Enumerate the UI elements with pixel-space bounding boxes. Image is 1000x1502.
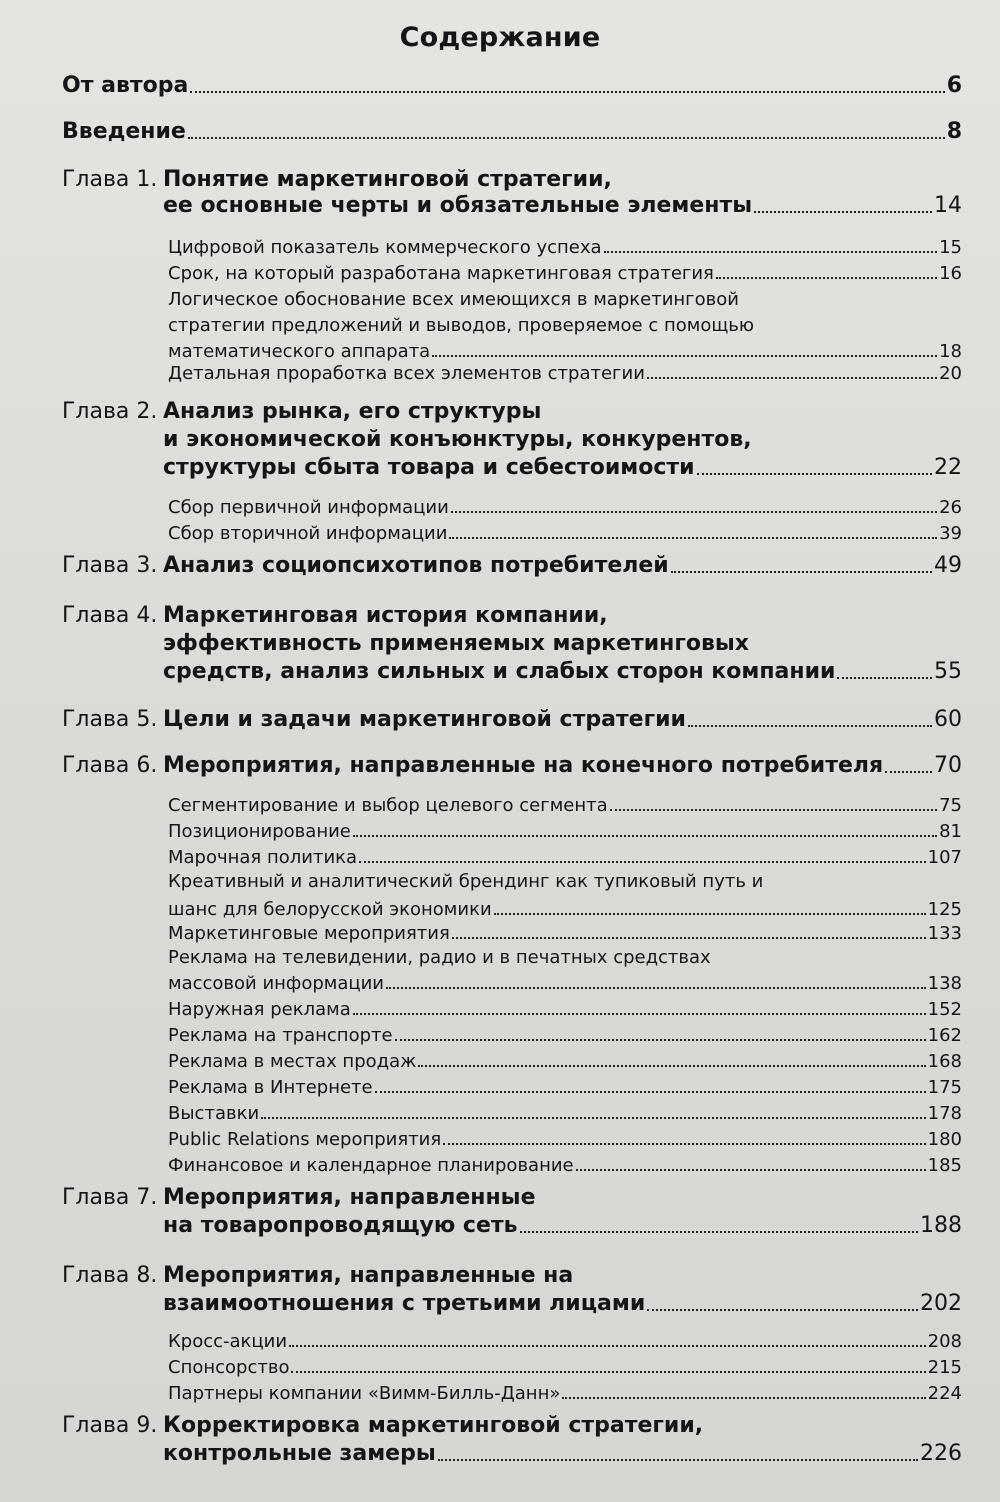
page-number: 152 [927,999,962,1020]
page-number: 162 [927,1025,962,1046]
dot-leader [754,210,932,213]
chapter-title: и экономической конъюнктуры, конкурентов, [163,427,752,452]
section-title: Финансовое и календарное планирование [168,1155,574,1176]
dot-leader [576,1168,926,1171]
section-title: Реклама на транспорте [168,1025,393,1046]
page-number: 16 [939,263,962,284]
page-number: 81 [939,821,962,842]
chapter-heading-line [62,1434,962,1466]
dot-leader [697,472,932,475]
dot-leader [688,724,932,727]
chapter-title: Маркетинговая история компании, [163,603,608,628]
page-number: 107 [927,847,962,868]
chapter-label: Глава 4. [62,603,158,628]
page-number: 215 [927,1357,962,1378]
page-number: 226 [920,1441,962,1466]
dot-leader [885,770,932,773]
toc-entry-front [62,112,962,144]
page-number: 60 [934,707,962,732]
section-entry-line [168,1372,962,1404]
chapter-heading-line [62,746,962,778]
section-title: Реклама в Интернете [168,1077,373,1098]
page-number: 26 [939,497,962,518]
page-number: 39 [939,523,962,544]
section-title: математического аппарата [168,341,431,362]
chapter-title: Мероприятия, направленные на [163,1263,574,1288]
dot-leader [520,1230,918,1233]
section-title: Сегментирование и выбор целевого сегмента [168,795,608,816]
chapter-label: Глава 7. [62,1185,158,1210]
chapter-title: средств, анализ сильных и слабых сторон компании [163,659,836,684]
page-number: 125 [927,899,962,920]
chapter-label: Глава 9. [62,1413,158,1438]
page-number: 8 [946,119,962,144]
chapter-label: Глава 8. [62,1263,158,1288]
dot-leader [647,376,937,379]
page-number: 6 [946,73,962,98]
entry-title: Введение [62,119,186,144]
dot-leader [562,1396,925,1399]
chapter-label: Глава 3. [62,553,158,578]
chapter-title: Мероприятия, направленные на конечного потребителя [163,753,884,778]
chapter-label: Глава 1. [62,167,158,192]
page-number: 20 [939,363,962,384]
chapter-title: на товаропроводящую сеть [163,1213,518,1238]
section-title: Выставки [168,1103,260,1124]
chapter-title: взаимоотношения с третьими лицами [163,1291,646,1316]
page-number: 224 [927,1383,962,1404]
section-title: Реклама на телевидении, радио и в печатных средствах [168,947,711,968]
dot-leader [671,570,932,573]
section-title: Марочная политика [168,847,358,868]
section-title: Цифровой показатель коммерческого успеха [168,237,602,258]
section-title: Наружная реклама [168,999,351,1020]
section-title: Реклама в местах продаж [168,1051,417,1072]
chapter-title: Цели и задачи маркетинговой стратегии [163,707,686,732]
section-title: Сбор первичной информации [168,497,449,518]
chapter-title: Мероприятия, направленные [163,1185,536,1210]
section-title: Public Relations мероприятия [168,1129,442,1150]
section-title: Маркетинговые мероприятия [168,923,450,944]
page-number: 202 [920,1291,962,1316]
section-title: шанс для белорусской экономики [168,899,492,920]
chapter-title: Корректировка маркетинговой стратегии, [163,1413,704,1438]
toc-entry-front [62,66,962,98]
chapter-title: структуры сбыта товара и себестоимости [163,455,695,480]
chapter-heading-line [62,1206,962,1238]
page-number: 75 [939,795,962,816]
chapter-title: эффективность применяемых маркетинговых [163,631,749,656]
chapter-heading-line [62,448,962,480]
entry-title: От автора [62,73,189,98]
chapter-title: ее основные черты и обязательные элементы [163,193,753,218]
section-entry-line [168,512,962,544]
page-number: 55 [934,659,962,684]
page-number: 208 [927,1331,962,1352]
page-number: 49 [934,553,962,578]
page-number: 138 [927,973,962,994]
dot-leader [190,90,944,93]
page-title: Содержание [399,22,601,53]
page-number: 178 [927,1103,962,1124]
page-number: 15 [939,237,962,258]
chapter-heading-line [62,546,962,578]
section-title: Партнеры компании «Вимм-Билль-Данн» [168,1383,561,1404]
chapter-heading-line [62,652,962,684]
chapter-label: Глава 6. [62,753,158,778]
dot-leader [837,676,932,679]
chapter-title: Анализ социопсихотипов потребителей [163,553,669,578]
section-title: Позиционирование [168,821,351,842]
section-entry-line [168,352,962,384]
page-number: 185 [927,1155,962,1176]
chapter-label: Глава 2. [62,399,158,424]
dot-leader [188,136,945,139]
section-entry-line [168,1144,962,1176]
chapter-title: контрольные замеры [163,1441,436,1466]
section-title: массовой информации [168,973,385,994]
section-title: Логическое обоснование всех имеющихся в маркетинговой [168,289,739,310]
page-number: 18 [939,341,962,362]
chapter-title: Понятие маркетинговой стратегии, [163,167,612,192]
section-title: Кросс-акции [168,1331,288,1352]
chapter-heading-line [62,186,962,218]
section-title: Детальная проработка всех элементов стратегии [168,363,645,384]
page-number: 22 [934,455,962,480]
dot-leader [449,536,937,539]
section-title: Креативный и аналитический брендинг как тупиковый путь и [168,871,764,892]
chapter-heading-line [62,700,962,732]
page-number: 133 [927,923,962,944]
page-number: 175 [927,1077,962,1098]
section-title: Спонсорство [168,1357,290,1378]
page-number: 168 [927,1051,962,1072]
dot-leader [438,1458,918,1461]
section-title: стратегии предложений и выводов, проверяемое с помощью [168,315,755,336]
section-title: Сбор вторичной информации [168,523,448,544]
page-number: 188 [920,1213,962,1238]
chapter-heading-line [62,1284,962,1316]
dot-leader [647,1308,918,1311]
page-number: 180 [927,1129,962,1150]
page-number: 14 [934,193,962,218]
chapter-label: Глава 5. [62,707,158,732]
page-number: 70 [934,753,962,778]
chapter-title: Анализ рынка, его структуры [163,399,542,424]
section-title: Срок, на который разработана маркетинговая стратегия [168,263,714,284]
